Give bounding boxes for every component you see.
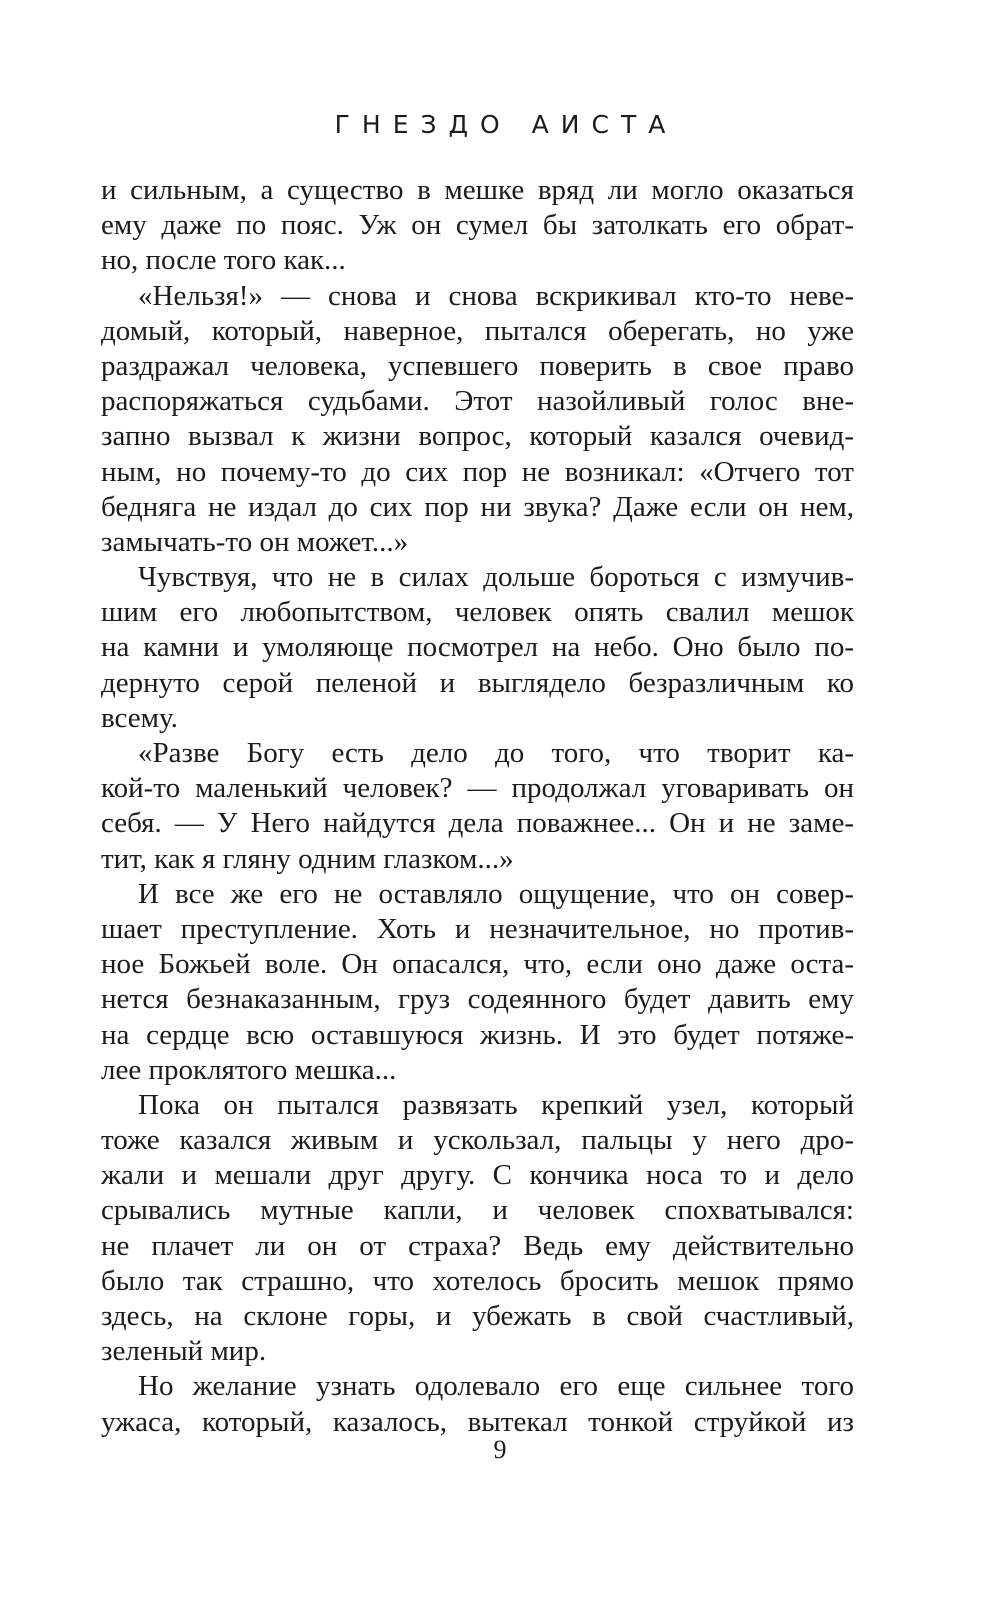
text-line: Пока он пытался развязать крепкий узел, который <box>138 1088 854 1121</box>
text-line: ным, но почему-то до сих пор не возникал: «Отчего тот <box>101 455 854 488</box>
text-line: срывались мутные капли, и человек спохватывался: <box>101 1194 854 1227</box>
text-line: здесь, на склоне горы, и убежать в свой счастливый, <box>101 1300 854 1332</box>
text-line: тит, как я гляну одним глазком...» <box>101 842 514 875</box>
text-line: Но желание узнать одолевало его еще сильнее того <box>138 1370 854 1403</box>
text-line: на сердце всю оставшуюся жизнь. И это будет потяже- <box>101 1018 854 1051</box>
text-line: и сильным, а существо в мешке вряд ли могло оказаться <box>101 174 854 206</box>
text-line: зеленый мир. <box>101 1335 267 1368</box>
running-head: ГНЕЗДО АИСТА <box>334 110 678 139</box>
page-number: 9 <box>493 1435 507 1464</box>
text-line: кой-то маленький человек? — продолжал уговаривать он <box>101 772 854 805</box>
text-line: дернуто серой пеленой и выглядело безразличным ко <box>101 666 854 699</box>
text-line: нется безнаказанным, груз содеянного будет давить ему <box>101 983 854 1016</box>
text-line: И все же его не оставляло ощущение, что он совер- <box>138 877 854 910</box>
text-line: запно вызвал к жизни вопрос, который казался очевид- <box>101 420 854 453</box>
text-line: но, после того как... <box>101 244 346 277</box>
text-line: ное Божьей воле. Он опасался, что, если оно даже оста- <box>101 948 854 981</box>
text-line: распоряжаться судьбами. Этот назойливый голос вне- <box>101 385 854 418</box>
text-line: «Разве Богу есть дело до того, что творит ка- <box>138 737 854 769</box>
text-line: не плачет ли он от страха? Ведь ему действительно <box>101 1229 854 1262</box>
body-text <box>101 173 854 1440</box>
text-line: всему. <box>101 701 178 734</box>
text-line: бедняга не издал до сих пор ни звука? Даже если он нем, <box>101 490 854 523</box>
text-line: тоже казался живым и ускользал, пальцы у него дро- <box>101 1124 854 1157</box>
text-line: себя. — У Него найдутся дела поважнее... Он и не заме- <box>101 807 854 840</box>
text-line: жали и мешали друг другу. С кончика носа то и дело <box>101 1159 854 1192</box>
text-line: «Нельзя!» — снова и снова вскрикивал кто-то неве- <box>138 279 854 312</box>
text-line: шим его любопытством, человек опять свалил мешок <box>101 596 854 629</box>
text-line: ужаса, который, казалось, вытекал тонкой струйкой из <box>101 1405 854 1438</box>
text-line: лее проклятого мешка... <box>101 1053 397 1086</box>
text-line: шает преступление. Хоть и незначительное, но против- <box>101 912 854 945</box>
text-line: ему даже по пояс. Уж он сумел бы затолкать его обрат- <box>101 209 854 242</box>
text-line: на камни и умоляюще посмотрел на небо. Оно было по- <box>101 631 854 664</box>
text-line: раздражал человека, успевшего поверить в свое право <box>101 349 854 382</box>
text-line: было так страшно, что хотелось бросить мешок прямо <box>101 1264 854 1297</box>
text-line: замычать-то он может...» <box>101 525 409 558</box>
text-line: домый, который, наверное, пытался оберегать, но уже <box>101 314 854 347</box>
text-line: Чувствуя, что не в силах дольше бороться с измучив- <box>138 561 854 594</box>
